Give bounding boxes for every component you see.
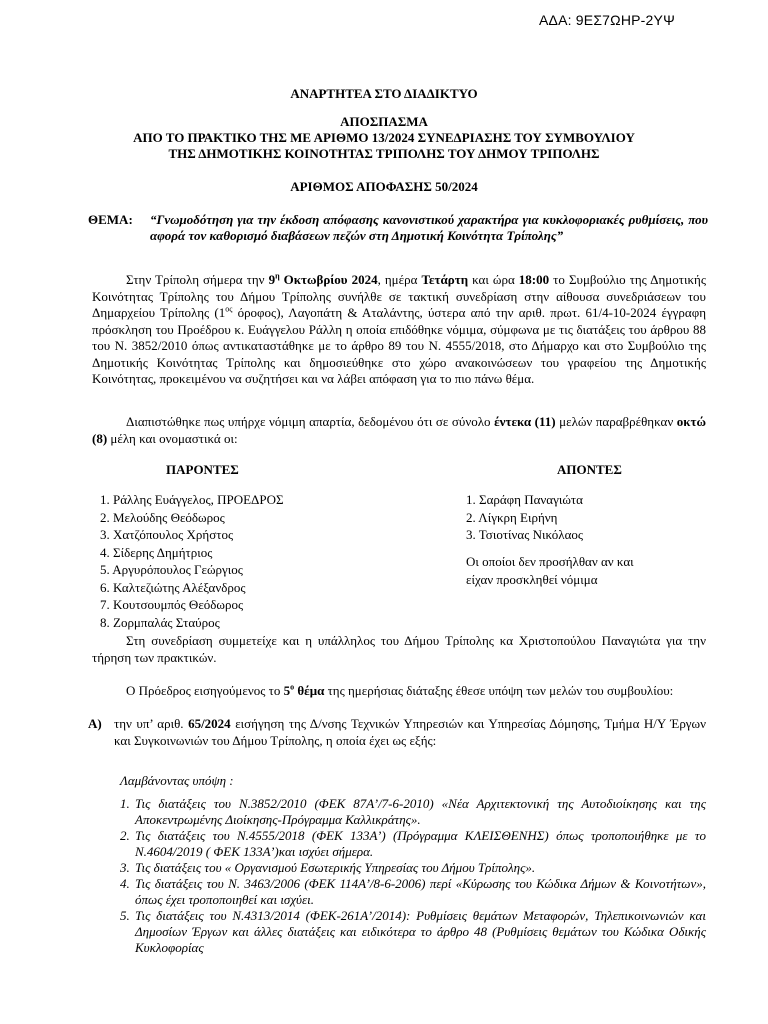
law-item-1: 1. Τις διατάξεις του Ν.3852/2010 (ΦΕΚ 87Α’/7-6-2010) «Νέα Αρχιτεκτονική της Αυτοδιοίκησης και της Αποκεντρωμένης Διοίκησης-Πρόγραμμα Καλλικράτης». (120, 796, 706, 827)
list-item: 2. Λίγκρη Ειρήνη (466, 509, 558, 525)
minutes-heading-line1: ΑΠΟ ΤΟ ΠΡΑΚΤΙΚΟ ΤΗΣ ΜΕ ΑΡΙΘΜΟ 13/2024 ΣΥΝΕΔΡΙΑΣΗΣ ΤΟΥ ΣΥΜΒΟΥΛΙΟΥ (133, 130, 635, 145)
list-item: 1. Ράλλης Ευάγγελος, ΠΡΟΕΔΡΟΣ (100, 492, 284, 507)
quorum-paragraph: Διαπιστώθηκε πως υπήρχε νόμιμη απαρτία, δεδομένου ότι σε σύνολο έντεκα (11) μελών παραβρέθηκαν οκτώ (8) μέλη και ονομαστικά οι: (92, 414, 707, 446)
chair-paragraph: Ο Πρόεδρος εισηγούμενος το $5^o$ θέμα της ημερήσιας διάταξης έθεσε υπόψη των μελών του συμβουλίου: (126, 682, 674, 698)
list-item: 1. Σαράφη Παναγιώτα (466, 492, 583, 507)
ada-code: ΑΔΑ: 9ΕΣ7ΩΗΡ-2ΥΨ (539, 12, 675, 28)
meeting-time: 18:00 (518, 272, 550, 287)
present-heading: ΠΑΡΟΝΤΕΣ (166, 462, 239, 477)
list-item: 3. Τσιοτίνας Νικόλαος (466, 527, 584, 542)
list-item: 7. Κουτσουμπός Θεόδωρος (100, 597, 244, 612)
intro-paragraph: Στην Τρίπολη σήμερα την $9^\eta$ Οκτωβρίου 2024, ημέρα Τετάρτη και ώρα 18:00 το Συμβούλιο της Δημοτικής Κοινότητας Τρίπολης του Δήμου Τρίπολης συνήλθε σε τακτική συνεδρίαση στην αίθουσα συνεδριάσεων του Δημαρχείου Τρίπολης ($1^{o\varsigma}$ όροφος), Λαγοπάτη & Αταλάντης, ύστερα από την αριθ. πρωτ. 61/4-10-2024 έγγραφη πρόσκληση του Προέδρου κ. Ευάγγελου Ράλλη η οποία επιδόθηκε νόμιμα, σύμφωνα με τις διατάξεις του άρθρου 88 του Ν. 3852/2010 όπως αντικαταστάθηκε με το άρθρο 89 του Ν. 4555/2018, στο Δήμαρχο και στο Συμβούλιο της Δημοτικής Κοινότητας Τρίπολης και δημοσιεύθηκε στο χώρο ανακοινώσεων του γραφείου της Δημοτικής Κοινότητας, προκειμένου να συζητήσει και να λάβει απόφαση για το πιο πάνω θέμα. (92, 271, 706, 386)
law-item-5: 5. Τις διατάξεις του Ν.4313/2014 (ΦΕΚ-261Α’/2014): Ρυθμίσεις θεμάτων Μεταφορών, Τηλεπικοινωνιών και Δημοσίων Έργων και άλλες διατάξεις και ειδικότερα το άρθρο 48 (Ρυθμίσεις θεμάτων του Κώδικα Οδικής Κυκλοφορίας (120, 908, 706, 955)
meeting-weekday: Τετάρτη (421, 272, 469, 287)
considering-heading: Λαμβάνοντας υπόψη : (120, 773, 234, 788)
total-members: έντεκα (11) (494, 414, 556, 429)
absent-members-list (466, 491, 583, 544)
law-item-4: 4. Τις διατάξεις του Ν. 3463/2006 (ΦΕΚ 114Α’/8-6-2006) περί «Κύρωσης του Κώδικα Δήμων & Κοινοτήτων», όπως έχει τροποποιηθεί και ισχύει. (120, 876, 706, 907)
subject-text: “Γνωμοδότηση για την έκδοση απόφασης κανονιστικού χαρακτήρα για κυκλοφοριακές ρυθμίσεις, που αφορά τον καθορισμό διαβάσεων πεζών στη Δημοτική Κοινότητα Τρίπολης” (150, 212, 708, 243)
present-members-count: οκτώ (8) (92, 414, 707, 446)
absent-heading: ΑΠΟΝΤΕΣ (557, 462, 622, 477)
present-members-list (100, 491, 284, 631)
proposal-paragraph: Α) την υπ’ αριθ. 65/2024 εισήγηση της Δ/νσης Τεχνικών Υπηρεσιών και Υπηρεσίας Δόμησης, Τμήμα Η/Υ Έργων και Συγκοινωνιών του Δήμου Τρίπολης, η οποία έχει ως εξής: (88, 716, 706, 748)
list-item: 6. Καλτεζιώτης Αλέξανδρος (100, 579, 246, 595)
proposal-label: Α) (88, 716, 102, 731)
minutes-heading-line2: ΤΗΣ ΔΗΜΟΤΙΚΗΣ ΚΟΙΝΟΤΗΤΑΣ ΤΡΙΠΟΛΗΣ ΤΟΥ ΔΗΜΟΥ ΤΡΙΠΟΛΗΣ (168, 146, 600, 161)
list-item: 4. Σίδερης Δημήτριος (100, 544, 213, 560)
list-item: 8. Ζορμπαλάς Σταύρος (100, 614, 220, 630)
decision-number: ΑΡΙΘΜΟΣ ΑΠΟΦΑΣΗΣ 50/2024 (290, 179, 478, 194)
meeting-date: $9^\eta$ Οκτωβρίου 2024 (268, 271, 378, 287)
posted-online-heading: ΑΝΑΡΤΗΤΕΑ ΣΤΟ ΔΙΑΔΙΚΤΥΟ (290, 86, 478, 101)
list-item: 2. Μελούδης Θεόδωρος (100, 509, 225, 525)
agenda-item: $5^o$ θέμα (283, 682, 325, 698)
excerpt-heading: ΑΠΟΣΠΑΣΜΑ (340, 114, 428, 129)
proposal-number: 65/2024 (188, 716, 231, 731)
subject-label: ΘΕΜΑ: (88, 212, 133, 227)
absent-note: Οι οποίοι δεν προσήλθαν αν και είχαν προσκληθεί νόμιμα (466, 554, 634, 587)
list-item: 5. Αργυρόπουλος Γεώργιος (100, 562, 243, 577)
clerk-paragraph: Στη συνεδρίαση συμμετείχε και η υπάλληλος του Δήμου Τρίπολης κα Χριστοπούλου Παναγιώτα για την τήρηση των πρακτικών. (92, 633, 706, 665)
law-item-3: 3. Τις διατάξεις του « Οργανισμού Εσωτερικής Υπηρεσίας του Δήμου Τρίπολης». (120, 860, 536, 875)
list-item: 3. Χατζόπουλος Χρήστος (100, 527, 234, 542)
law-item-2: 2. Τις διατάξεις του Ν.4555/2018 (ΦΕΚ 133Α’) (Πρόγραμμα ΚΛΕΙΣΘΕΝΗΣ) όπως τροποποιήθηκε με το Ν.4604/2019 ( ΦΕΚ 133Α’)και ισχύει σήμερα. (120, 828, 706, 859)
